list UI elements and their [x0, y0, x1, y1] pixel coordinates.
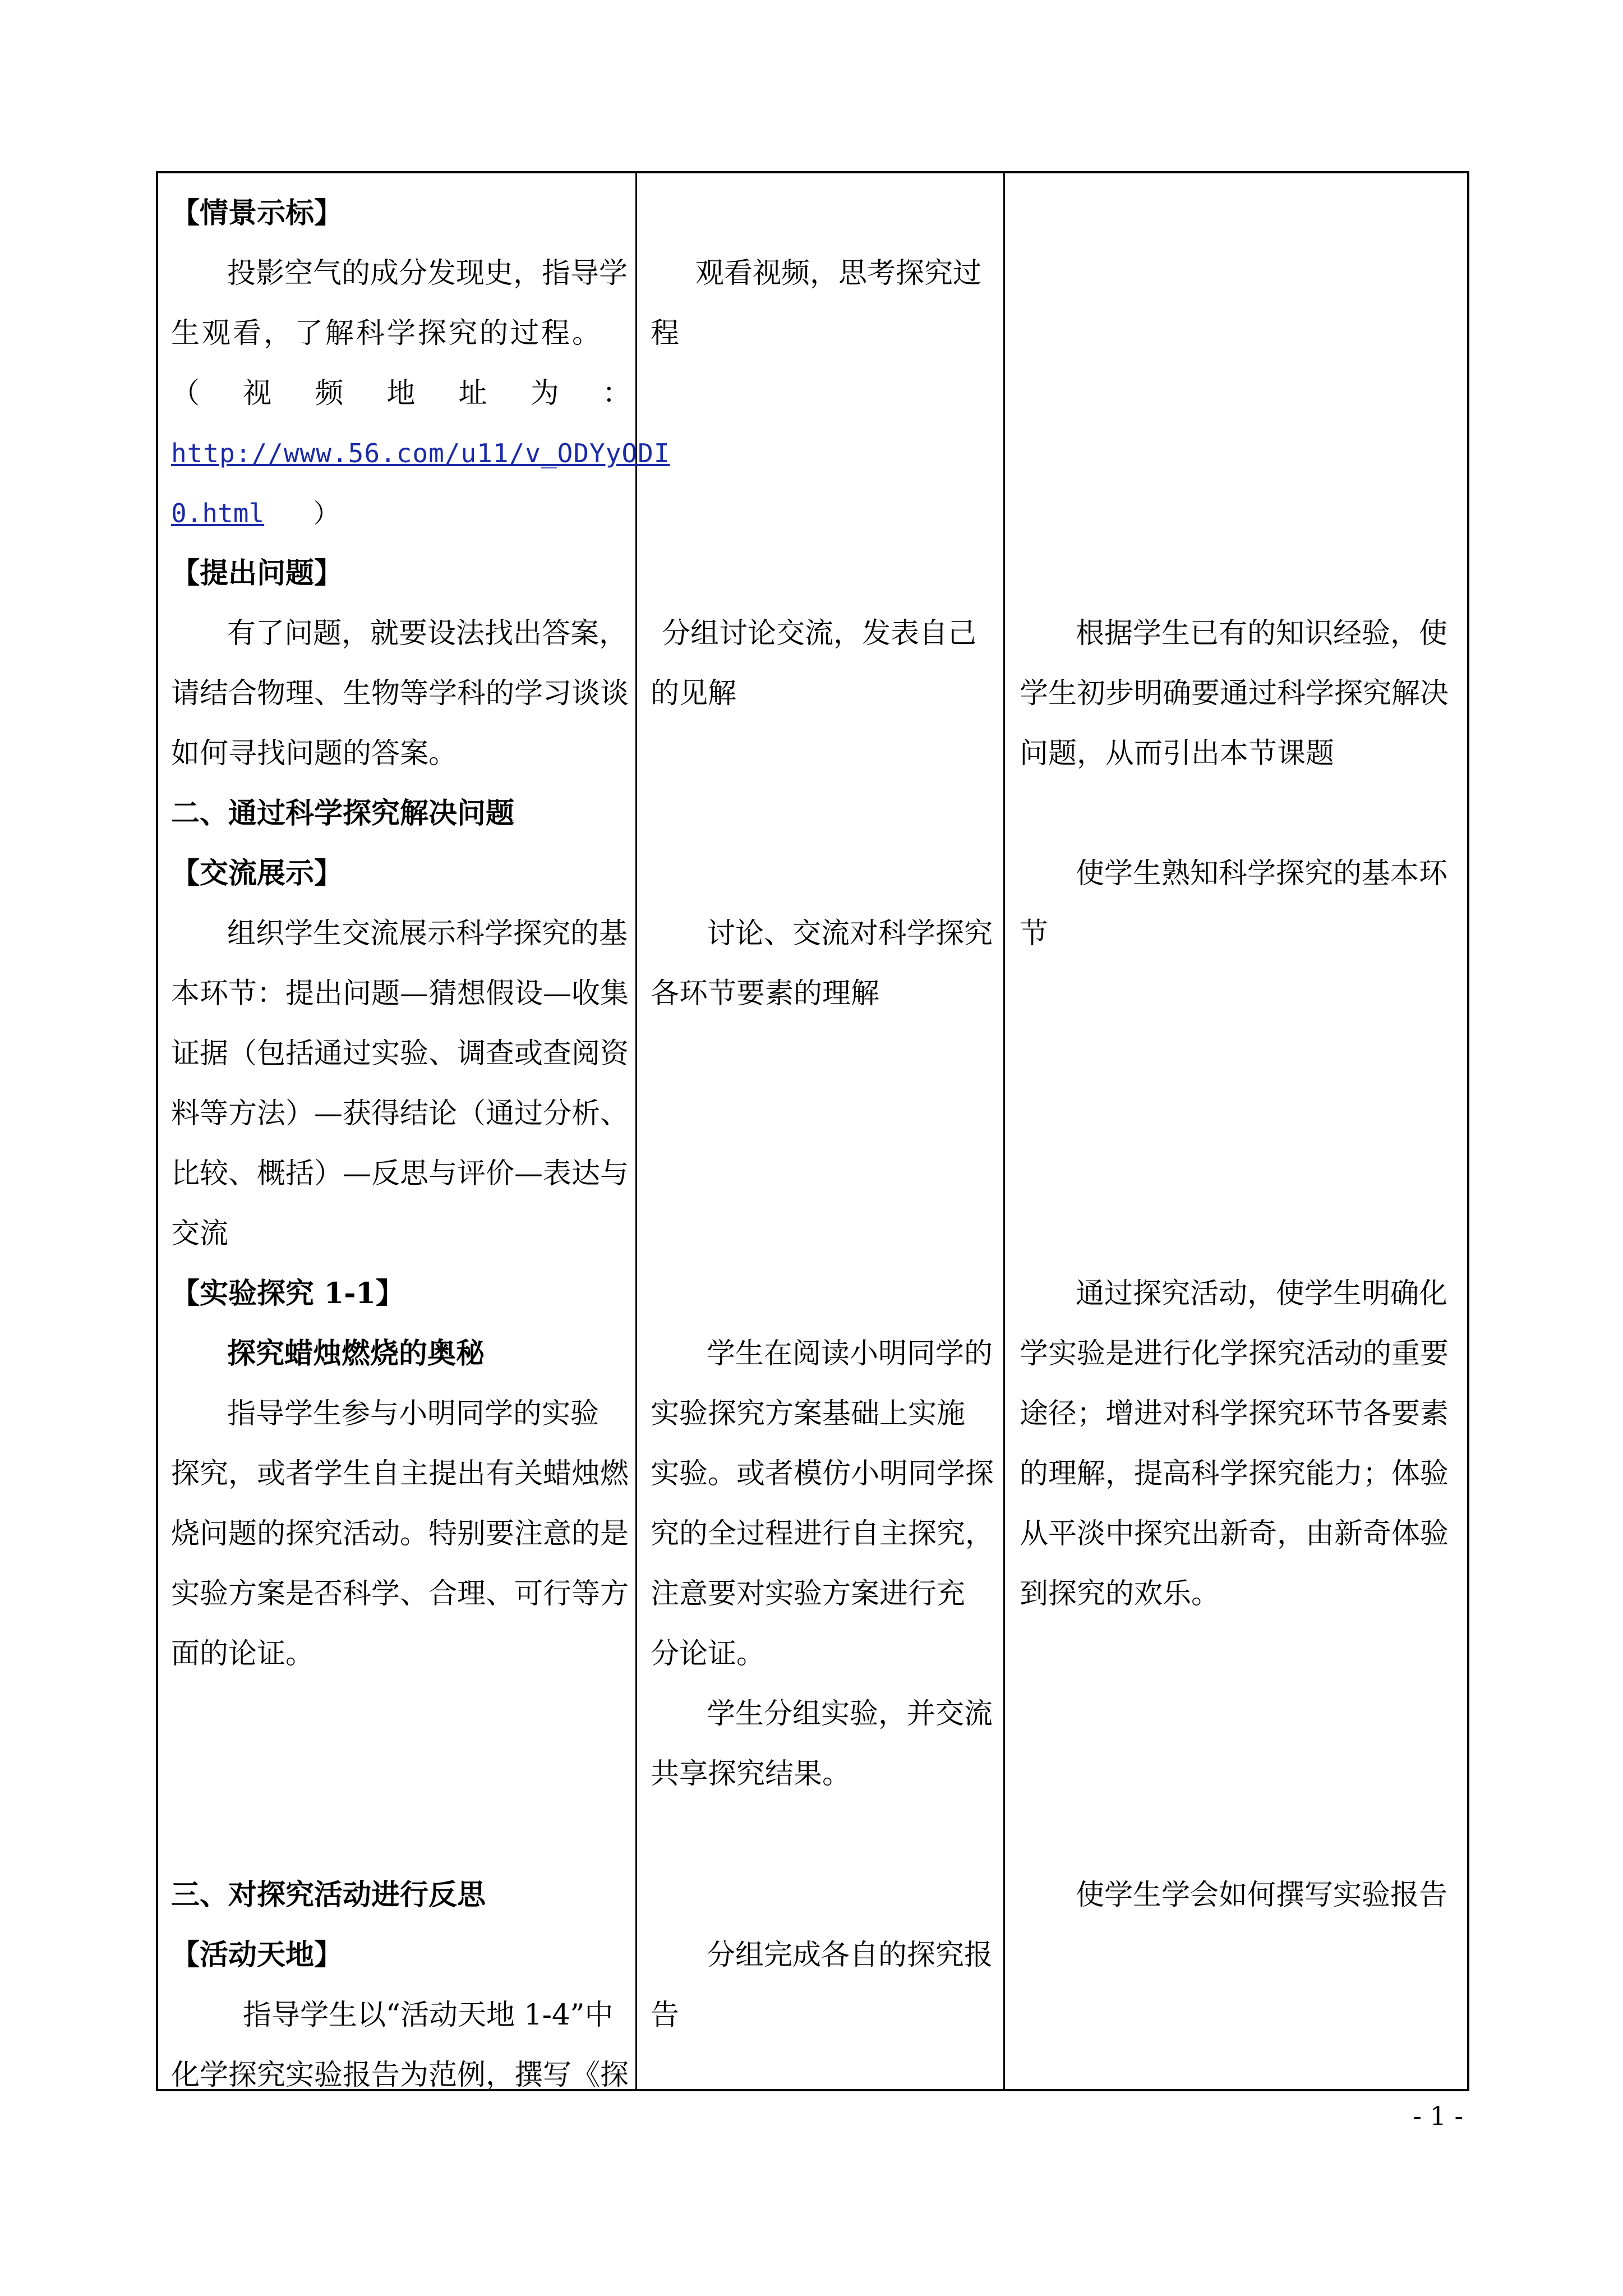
paragraph-line-spread — [171, 364, 631, 424]
video-url-link-continued[interactable]: 0.html — [171, 498, 265, 528]
video-url-link[interactable]: http://www.56.com/u11/v_ODYyODI — [171, 438, 670, 468]
glyph: 为 — [530, 377, 559, 410]
paragraph-line: 指导学生以“活动天地 1-4”中 — [243, 1999, 614, 2032]
paragraph-line: 请结合物理、生物等学科的学习谈谈 — [171, 677, 629, 710]
heading-jiaoliu: 【交流展示】 — [171, 857, 343, 890]
paragraph-line: 学生分组实验，并交流 — [707, 1697, 993, 1731]
glyph: ： — [602, 377, 631, 410]
paragraph-line: 根据学生已有的知识经验，使 — [1076, 617, 1448, 650]
paragraph-line: 讨论、交流对科学探究 — [707, 917, 993, 950]
paragraph-line: 的理解，提高科学探究能力；体验 — [1020, 1457, 1449, 1490]
heading-huodong: 【活动天地】 — [171, 1938, 343, 1972]
page-number: - 1 - — [1413, 2101, 1463, 2131]
paragraph-line: 从平淡中探究出新奇，由新奇体验 — [1020, 1517, 1449, 1550]
paragraph-line: 比较、概括）—反思与评价—表达与 — [171, 1157, 629, 1190]
paragraph-line: 化学探究实验报告为范例，撰写《探 — [171, 2059, 629, 2092]
heading-shiyan: 【实验探究 1-1】 — [171, 1277, 404, 1310]
heading-qingjing: 【情景示标】 — [171, 196, 343, 230]
paragraph-line: 告 — [651, 1999, 680, 2032]
paragraph-line: 各环节要素的理解 — [651, 977, 880, 1010]
glyph: 频 — [315, 377, 344, 410]
paragraph-line: 学生在阅读小明同学的 — [707, 1337, 993, 1370]
closing-paren: ） — [313, 498, 339, 528]
paragraph-line: 共享探究结果。 — [651, 1757, 851, 1791]
paragraph-line: 途径；增进对科学探究环节各要素 — [1020, 1397, 1449, 1430]
paragraph-line: 使学生学会如何撰写实验报告 — [1076, 1879, 1448, 1912]
paragraph-line: 注意要对实验方案进行充 — [651, 1577, 966, 1611]
paragraph-line: 通过探究活动，使学生明确化 — [1076, 1277, 1448, 1310]
section-heading-2: 二、通过科学探究解决问题 — [171, 797, 515, 830]
section-heading-3: 三、对探究活动进行反思 — [171, 1878, 486, 1912]
paragraph-line: 料等方法）—获得结论（通过分析、 — [171, 1097, 629, 1130]
paragraph-line: 烧问题的探究活动。特别要注意的是 — [171, 1517, 629, 1550]
paragraph-line: 探究，或者学生自主提出有关蜡烛燃 — [171, 1457, 629, 1490]
paragraph-line: 究的全过程进行自主探究， — [651, 1517, 994, 1550]
glyph: （ — [171, 377, 200, 410]
paragraph-line: 学生初步明确要通过科学探究解决 — [1020, 677, 1449, 710]
paragraph-line: 交流 — [171, 1217, 229, 1250]
paragraph-line: 组织学生交流展示科学探究的基 — [227, 917, 628, 950]
paragraph-line: 证据（包括通过实验、调查或查阅资 — [171, 1037, 629, 1070]
paragraph-line: 如何寻找问题的答案。 — [171, 737, 458, 770]
paragraph-line: 本环节：提出问题—猜想假设—收集 — [171, 977, 629, 1010]
paragraph-line: 实验方案是否科学、合理、可行等方 — [171, 1577, 629, 1611]
paragraph-line: 生观看，了解科学探究的过程。 — [171, 317, 603, 350]
glyph: 址 — [458, 377, 487, 410]
paragraph-line: 投影空气的成分发现史，指导学 — [227, 257, 628, 290]
paragraph-line: 使学生熟知科学探究的基本环 — [1076, 857, 1448, 890]
paragraph-line: 分组讨论交流，发表自己 — [662, 617, 977, 650]
heading-tichu: 【提出问题】 — [171, 556, 343, 590]
paragraph-line: 学实验是进行化学探究活动的重要 — [1020, 1337, 1449, 1370]
paragraph-line: 实验。或者模仿小明同学探 — [651, 1457, 994, 1490]
paragraph-line: 指导学生参与小明同学的实验 — [227, 1397, 600, 1430]
paragraph-line: 面的论证。 — [171, 1637, 315, 1671]
subheading-lazhu: 探究蜡烛燃烧的奥秘 — [227, 1337, 485, 1370]
paragraph-line: 节 — [1020, 917, 1049, 950]
paragraph-line: 观看视频，思考探究过 — [695, 257, 982, 290]
paragraph-line: 分论证。 — [651, 1637, 766, 1671]
paragraph-line: 的见解 — [651, 677, 737, 710]
glyph: 地 — [386, 377, 416, 410]
column-divider-2 — [1003, 171, 1005, 2091]
paragraph-line: 问题，从而引出本节课题 — [1020, 737, 1335, 770]
glyph: 视 — [243, 377, 272, 410]
paragraph-line: 有了问题，就要设法找出答案， — [227, 617, 628, 650]
paragraph-line: 实验探究方案基础上实施 — [651, 1397, 966, 1430]
paragraph-line: 到探究的欢乐。 — [1020, 1577, 1220, 1611]
paragraph-line: 程 — [651, 317, 680, 350]
paragraph-line: 分组完成各自的探究报 — [707, 1939, 993, 1972]
